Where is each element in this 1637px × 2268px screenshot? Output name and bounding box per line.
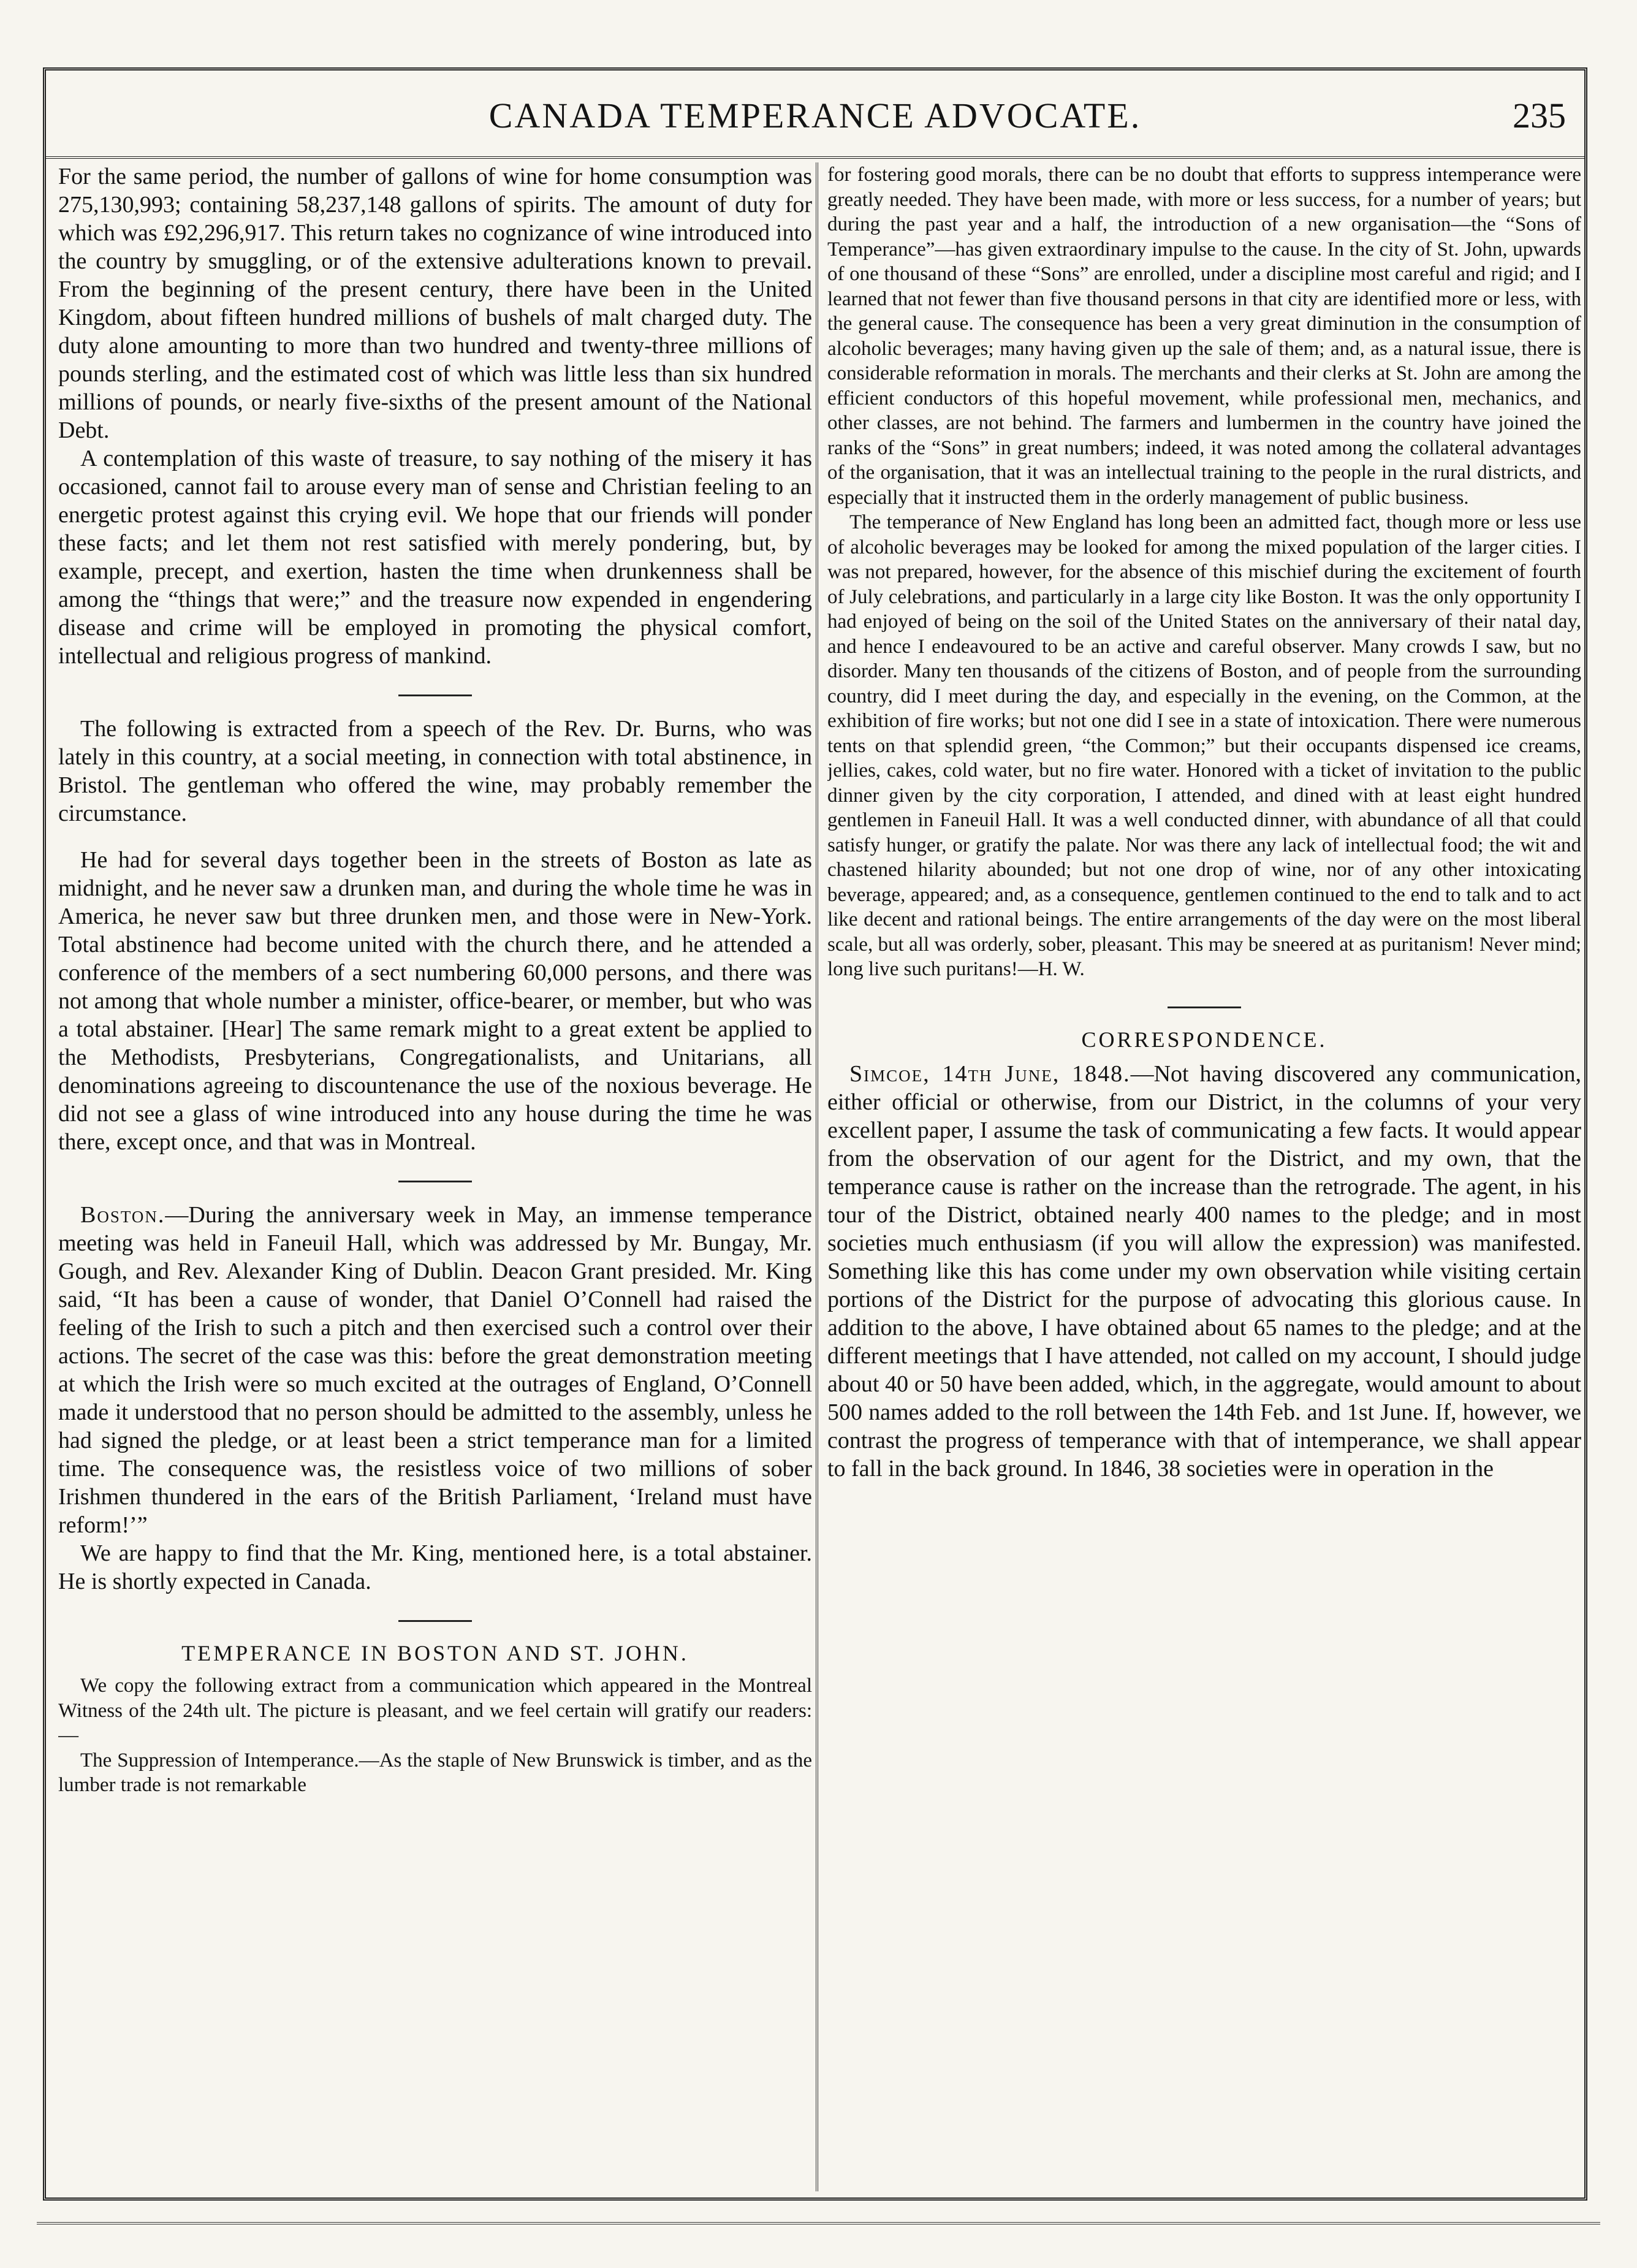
section-rule: [1168, 1007, 1241, 1008]
paragraph-burns-intro: The following is extracted from a speech of the Rev. Dr. Burns, who was lately in this country, at a social meeting, in connection with total abstinence, in Bristol. The gentleman who offered the wine, may probably remember the circumstance.: [58, 716, 812, 826]
bottom-rule: [37, 2222, 1600, 2224]
section-rule: [398, 1181, 472, 1182]
boston-text: —During the anniversary week in May, an immense temperance meeting was held in Faneuil Hall, which was addressed by Mr. Bungay, Mr. Gough, and Rev. Alexander King of Dublin. Deacon Grant presided. Mr. King said, “It has been a cause of wonder, that Daniel O’Connell had raised the feeling of the Irish to such a pitch and then exercised such a control over their actions. The secret of the case was this: before the great demonstration meeting at which the Irish were so much excited at the outrages of England, O’Connell made it understood that no person should be admitted to the assembly, unless he had signed the pledge, or at least been a strict temperance man for a limited time. The consequence was, the resistless voice of two millions of sober Irishmen thundered in the ears of the British Parliament, ‘Ireland must have reform!’”: [58, 1202, 812, 1538]
page-number: 235: [1513, 96, 1566, 135]
left-column: [58, 162, 812, 2185]
section-title-correspondence: CORRESPONDENCE.: [1081, 1027, 1327, 1052]
column-divider: [816, 162, 818, 2191]
boston-lead: Boston.: [80, 1202, 165, 1228]
section-rule: [398, 694, 472, 696]
paragraph-new-england: The temperance of New England has long been an admitted fact, though more or less use of alcoholic beverages may be looked for among the mixed population of the larger cities. I was not prepared, however, for the absence of this mischief during the excitement of fourth of July celebrations, and particularly in a large city like Boston. It was the only opportunity I had enjoyed of being on the soil of the United States on the anniversary of their natal day, and hence I endeavoured to be an active and careful observer. Many crowds I saw, but no disorder. Many ten thousands of the citizens of Boston, and of people from the surrounding country, did I meet during the day, and especially in the evening, on the Common, at the exhibition of fire works; but not one did I see in a state of intoxication. There were numerous tents on that splendid green, “the Common;” but their occupants dispensed ice creams, jellies, cakes, cold water, but no fire water. Honored with a ticket of invitation to the public dinner given by the city corporation, I attended, and dined with at least eight hundred gentlemen in Faneuil Hall. It was a well conducted dinner, with abundance of all that could satisfy hunger, or gratify the palate. Nor was there any lack of intellectual food; the wit and chastened hilarity abounded; but not one drop of wine, nor of any other intoxicating beverage, appeared; and, as a consequence, gentlemen continued to the end to talk and to act like decent and rational beings. The entire arrangements of the day were on the most liberal scale, but all was orderly, sober, pleasant. This may be sneered at as puritanism! Never mind; long live such puritans!—H. W.: [827, 511, 1581, 980]
paragraph-waste-of-treasure: A contemplation of this waste of treasure, to say nothing of the misery it has occasioned, cannot fail to arouse every man of sense and Christian feeling to an energetic protest against this crying evil. We hope that our friends will ponder these facts; and let them not rest satisfied with merely pondering, but, by example, precept, and exertion, hasten the time when drunkenness shall be among the “things that were;” and the treasure now expended in engendering disease and crime will be employed in promoting the physical comfort, intellectual and religious progress of mankind.: [58, 446, 812, 669]
paragraph-mr-king: We are happy to find that the Mr. King, mentioned here, is a total abstainer. He is shortly expected in Canada.: [58, 1540, 812, 1594]
paragraph-suppression: The Suppression of Intemperance.—As the staple of New Brunswick is timber, and as the lumber trade is not remarkable: [58, 1749, 812, 1796]
paragraph-simcoe-letter: [827, 1060, 1581, 1483]
paragraph-burns-speech: He had for several days together been in the streets of Boston as late as midnight, and he never saw a drunken man, and during the whole time he was in America, he never saw but three drunken men, and those were in New-York. Total abstinence had become united with the church there, and he attended a conference of the members of a sect numbering 60,000 persons, and there was not among that whole number a minister, office-bearer, or member, but who was a total abstainer. [Hear] The same remark might to a great extent be applied to the Methodists, Presbyterians, Congregationalists, and Unitarians, all denominations agreeing to discountenance the use of the noxious beverage. He did not see a glass of wine introduced into any house during the time he was there, except once, and that was in Montreal.: [58, 847, 812, 1155]
newspaper-page: [43, 67, 1587, 2201]
paragraph-wine-duty: For the same period, the number of gallons of wine for home consumption was 275,130,993; containing 58,237,148 gallons of spirits. The amount of duty for which was £92,296,917. This return takes no cognizance of wine introduced into the country by smuggling, or of the extensive adulterations known to prevail. From the beginning of the present century, there have been in the United Kingdom, about fifteen hundred millions of bushels of malt charged duty. The duty alone amounting to more than two hundred and twenty-three millions of pounds sterling, and the estimated cost of which was little less than six hundred millions of pounds, or nearly five-sixths of the present amount of the National Debt.: [58, 164, 812, 443]
simcoe-lead: Simcoe, 14th June, 1848.: [849, 1060, 1131, 1087]
paragraph-boston-meeting: [58, 1201, 812, 1539]
paragraph-sons-of-temperance: for fostering good morals, there can be no doubt that efforts to suppress intemperance were greatly needed. They have been made, with more or less success, for a number of years; but during the past year and a half, the introduction of a new organisation—the “Sons of Temperance”—has given extraordinary impulse to the cause. In the city of St. John, upwards of one thousand of these “Sons” are enrolled, under a discipline most careful and rigid; and I learned that not fewer than five thousand persons in that city are identified more or less, with the general cause. The consequence has been a very great diminution in the consumption of alcoholic beverages; many having given up the sale of them; and, as a natural issue, there is considerable reformation in morals. The merchants and their clerks at St. John are among the efficient conductors of this hopeful movement, while professional men, mechanics, and other classes, are not behind. The farmers and lumbermen in the country have joined the ranks of the “Sons” in great numbers; indeed, it was noted among the collateral advantages of the organisation, that it was an intellectual training to the people in the rural districts, and especially that it instructed them in the orderly management of public business.: [827, 164, 1581, 509]
page-header: [46, 70, 1584, 159]
section-title-boston-st-john: TEMPERANCE IN BOSTON AND ST. JOHN.: [181, 1641, 689, 1665]
spacer: [58, 828, 812, 846]
paragraph-montreal-witness: We copy the following extract from a communication which appeared in the Montreal Witness of the 24th ult. The picture is pleasant, and we feel certain will gratify our readers:—: [58, 1675, 812, 1746]
simcoe-text: —Not having discovered any communication, either official or otherwise, from our District, in the columns of your very excellent paper, I assume the task of communicating a few facts. It would appear from the observation of our agent for the District, and my own, that the temperance cause is rather on the increase than the retrograde. The agent, in his tour of the District, obtained nearly 400 names to the pledge; and in most societies much enthusiasm (if you will allow the expression) was manifested. Something like this has come under my own observation while visiting certain portions of the District for the purpose of advocating this glorious cause. In addition to the above, I have obtained about 65 names to the pledge; and at the different meetings that I have attended, not called on my account, I should judge about 40 or 50 have been added, which, in the aggregate, would amount to about 500 names added to the roll between the 14th Feb. and 1st June. If, however, we contrast the progress of temperance with that of intemperance, we shall appear to fall in the back ground. In 1846, 38 societies were in operation in the: [827, 1060, 1581, 1482]
section-rule: [398, 1620, 472, 1622]
running-title: CANADA TEMPERANCE ADVOCATE.: [488, 96, 1142, 135]
right-column: [827, 162, 1581, 2185]
